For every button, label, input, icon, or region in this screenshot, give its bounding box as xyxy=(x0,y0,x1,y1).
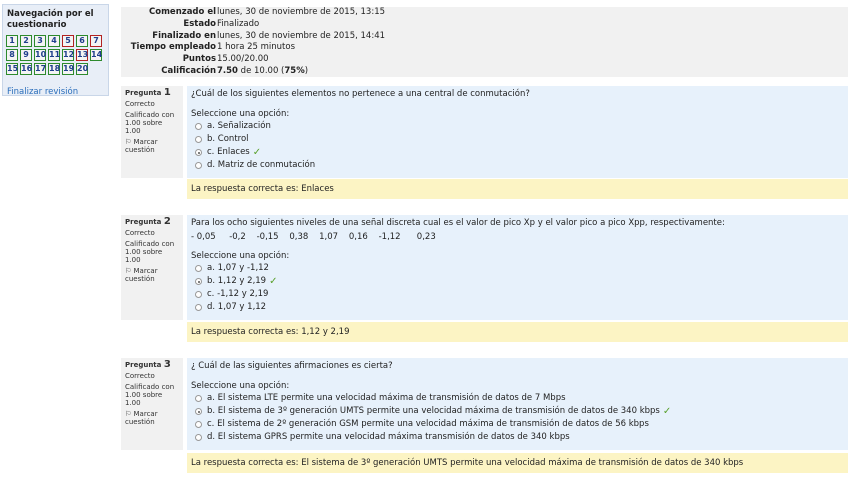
summary-label: Estado xyxy=(183,18,216,29)
nav-question-button[interactable]: 17 xyxy=(35,64,47,73)
flag-question[interactable]: ⚐ Marcar cuestión xyxy=(125,410,158,426)
flag-icon: ⚐ xyxy=(125,267,132,275)
radio-button[interactable] xyxy=(195,123,202,130)
question-info xyxy=(121,358,183,450)
nav-question-button[interactable]: 10 xyxy=(35,50,47,59)
question-feedback: La respuesta correcta es: El sistema de 3º generación UMTS permite una velocidad máxima de transmisión de datos de 340 kbps xyxy=(187,453,848,473)
grade-rest: de 10.00 ( xyxy=(237,66,285,76)
finish-review-link[interactable]: Finalizar revisión xyxy=(7,87,79,97)
nav-question-button[interactable]: 11 xyxy=(49,50,61,59)
answer-option[interactable]: c. -1,12 y 2,19 xyxy=(195,288,268,301)
summary-label: Comenzado el xyxy=(149,7,216,17)
question-number: Pregunta 3 xyxy=(125,359,171,370)
question-feedback: La respuesta correcta es: Enlaces xyxy=(187,179,848,199)
question-state: Correcto xyxy=(125,229,155,237)
question-feedback: La respuesta correcta es: 1,12 y 2,19 xyxy=(187,322,848,342)
radio-button[interactable] xyxy=(195,149,202,156)
summary-value xyxy=(217,66,308,78)
nav-question-button[interactable]: 1 xyxy=(6,35,18,47)
summary-label: Calificación xyxy=(161,66,216,76)
summary-value: 15.00/20.00 xyxy=(217,54,269,65)
question-text: ¿Cuál de los siguientes elementos no pertenece a una central de conmutación? xyxy=(191,89,530,99)
grade-end: ) xyxy=(304,66,309,76)
question-state: Correcto xyxy=(125,100,155,108)
radio-button[interactable] xyxy=(195,291,202,298)
summary-label: Puntos xyxy=(182,54,216,65)
nav-question-button[interactable]: 14 xyxy=(91,50,103,59)
nav-row xyxy=(6,63,105,75)
summary-label: Finalizado en xyxy=(152,30,216,41)
answer-option[interactable]: d. 1,07 y 1,12 xyxy=(195,301,266,314)
attempt-summary xyxy=(121,7,848,77)
question-info xyxy=(121,215,183,320)
summary-value: lunes, 30 de noviembre de 2015, 13:15 xyxy=(217,7,386,17)
radio-button[interactable] xyxy=(195,434,202,441)
answer-option[interactable]: a. Señalización xyxy=(195,120,271,133)
quiz-navigation xyxy=(2,4,109,96)
question-state: Correcto xyxy=(125,372,155,380)
answer-prompt: Seleccione una opción: xyxy=(191,251,290,261)
answer-option[interactable]: c. Enlaces ✓ xyxy=(195,146,261,159)
question-info xyxy=(121,86,183,178)
grade-value: 7.50 xyxy=(217,66,238,76)
flag-icon: ⚐ xyxy=(125,138,132,146)
question-text: ¿ Cuál de las siguientes afirmaciones es cierta? xyxy=(191,361,393,371)
flag-question[interactable]: ⚐ Marcar cuestión xyxy=(125,138,158,154)
radio-button[interactable] xyxy=(195,278,202,285)
flag-question[interactable]: ⚐ Marcar cuestión xyxy=(125,267,158,283)
summary-value: lunes, 30 de noviembre de 2015, 14:41 xyxy=(217,30,386,41)
nav-question-button[interactable]: 9 xyxy=(20,49,32,61)
radio-button[interactable] xyxy=(195,162,202,169)
answer-option[interactable]: c. El sistema de 2º generación GSM permite una velocidad máxima de transmisión de datos de 56 kbps xyxy=(195,418,649,431)
radio-button[interactable] xyxy=(195,304,202,311)
nav-title: Navegación por el cuestionario xyxy=(7,9,94,30)
answer-option[interactable]: d. Matriz de conmutación xyxy=(195,159,315,172)
nav-question-button[interactable]: 12 xyxy=(63,50,75,59)
check-icon: ✓ xyxy=(269,276,278,287)
nav-question-button[interactable]: 4 xyxy=(48,35,60,47)
nav-question-button[interactable]: 20 xyxy=(77,64,89,73)
radio-button[interactable] xyxy=(195,136,202,143)
question-text: Para los ocho siguientes niveles de una señal discreta cual es el valor de pico Xp y el valor pico a pico Xpp, respectivamente: xyxy=(191,218,725,228)
radio-button[interactable] xyxy=(195,265,202,272)
radio-button[interactable] xyxy=(195,408,202,415)
radio-button[interactable] xyxy=(195,395,202,402)
question-grade: Calificado con 1.00 sobre 1.00 xyxy=(125,111,175,135)
nav-grid xyxy=(3,33,108,79)
nav-question-button[interactable]: 2 xyxy=(20,35,32,47)
answer-option[interactable]: d. El sistema GPRS permite una velocidad máxima transmisión de datos de 340 kbps xyxy=(195,431,570,444)
question-values: - 0,05 -0,2 -0,15 0,38 1,07 0,16 -1,12 0,23 xyxy=(191,232,436,242)
summary-value: Finalizado xyxy=(217,18,260,29)
grade-percent: 75% xyxy=(284,66,305,76)
nav-question-button[interactable]: 13 xyxy=(77,50,89,59)
answer-option[interactable]: b. El sistema de 3º generación UMTS permite una velocidad máxima de transmisión de datos de 340 kbps ✓ xyxy=(195,405,671,418)
answer-prompt: Seleccione una opción: xyxy=(191,381,290,391)
answer-option[interactable]: b. Control xyxy=(195,133,249,146)
nav-question-button[interactable]: 18 xyxy=(49,64,61,73)
nav-question-button[interactable]: 19 xyxy=(63,64,75,73)
flag-icon: ⚐ xyxy=(125,410,132,418)
radio-button[interactable] xyxy=(195,421,202,428)
summary-value: 1 hora 25 minutos xyxy=(217,42,295,53)
nav-question-button[interactable]: 8 xyxy=(6,49,18,61)
nav-question-button[interactable]: 7 xyxy=(90,35,102,47)
check-icon: ✓ xyxy=(662,406,672,417)
answer-option[interactable]: a. 1,07 y -1,12 xyxy=(195,262,269,275)
nav-question-button[interactable]: 6 xyxy=(76,35,88,47)
summary-label: Tiempo empleado xyxy=(130,42,216,53)
nav-question-button[interactable]: 5 xyxy=(62,35,74,47)
nav-question-button[interactable]: 16 xyxy=(21,64,33,73)
question-number: Pregunta 1 xyxy=(125,87,171,98)
check-icon: ✓ xyxy=(252,147,262,158)
nav-question-button[interactable]: 3 xyxy=(34,35,46,47)
nav-question-button[interactable]: 15 xyxy=(7,64,19,73)
question-number: Pregunta 2 xyxy=(125,216,171,227)
question-content xyxy=(187,86,848,178)
answer-option[interactable]: a. El sistema LTE permite una velocidad máxima de transmisión de datos de 7 Mbps xyxy=(195,392,566,405)
nav-row xyxy=(6,49,105,61)
answer-prompt: Seleccione una opción: xyxy=(191,109,290,119)
question-grade: Calificado con 1.00 sobre 1.00 xyxy=(125,383,175,407)
question-content xyxy=(187,358,848,450)
question-content xyxy=(187,215,848,320)
answer-option[interactable]: b. 1,12 y 2,19 ✓ xyxy=(195,275,277,288)
question-grade: Calificado con 1.00 sobre 1.00 xyxy=(125,240,175,264)
nav-row xyxy=(6,35,105,47)
